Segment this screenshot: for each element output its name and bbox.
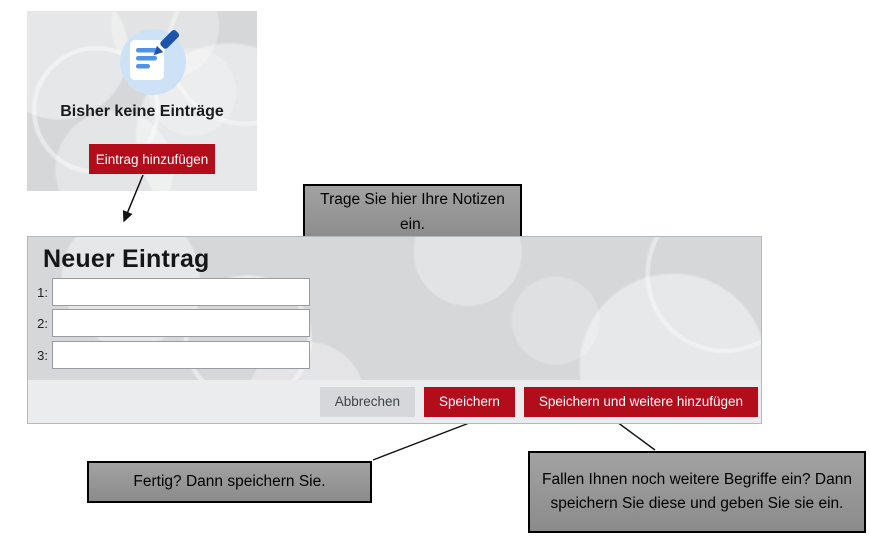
- entry-input-2[interactable]: [52, 309, 310, 337]
- callout-notes-text: Trage Sie hier Ihre Notizen ein.: [320, 191, 505, 233]
- empty-state-title: Bisher keine Einträge: [60, 103, 224, 120]
- entry-input-3[interactable]: [52, 341, 310, 369]
- entry-input-1[interactable]: [52, 278, 310, 306]
- note-edit-icon: [118, 27, 188, 97]
- empty-state-card: [27, 11, 257, 191]
- callout-save-more-text: Fallen Ihnen noch weitere Begriffe ein? Dann speichern Sie diese und geben Sie sie ein.: [542, 470, 852, 512]
- field-label-1: 1:: [37, 284, 48, 300]
- connector-save-more: [617, 422, 655, 450]
- add-entry-button[interactable]: Eintrag hinzufügen: [89, 144, 215, 174]
- field-row-3: [28, 341, 310, 369]
- field-row-2: [28, 309, 310, 337]
- callout-save: [87, 461, 372, 503]
- field-label-2: 2:: [37, 315, 48, 331]
- callout-save-text: Fertig? Dann speichern Sie.: [133, 472, 326, 490]
- form-title: Neuer Eintrag: [43, 245, 210, 273]
- field-row-1: [28, 278, 310, 306]
- connector-save: [373, 420, 477, 460]
- save-button[interactable]: Speichern: [424, 387, 515, 417]
- form-footer: [28, 380, 761, 423]
- cancel-button[interactable]: Abbrechen: [320, 387, 415, 417]
- callout-notes: [303, 184, 522, 241]
- callout-save-more: [528, 451, 866, 533]
- save-and-add-button[interactable]: Speichern und weitere hinzufügen: [524, 387, 758, 417]
- new-entry-form: [27, 236, 762, 424]
- field-label-3: 3:: [37, 347, 48, 363]
